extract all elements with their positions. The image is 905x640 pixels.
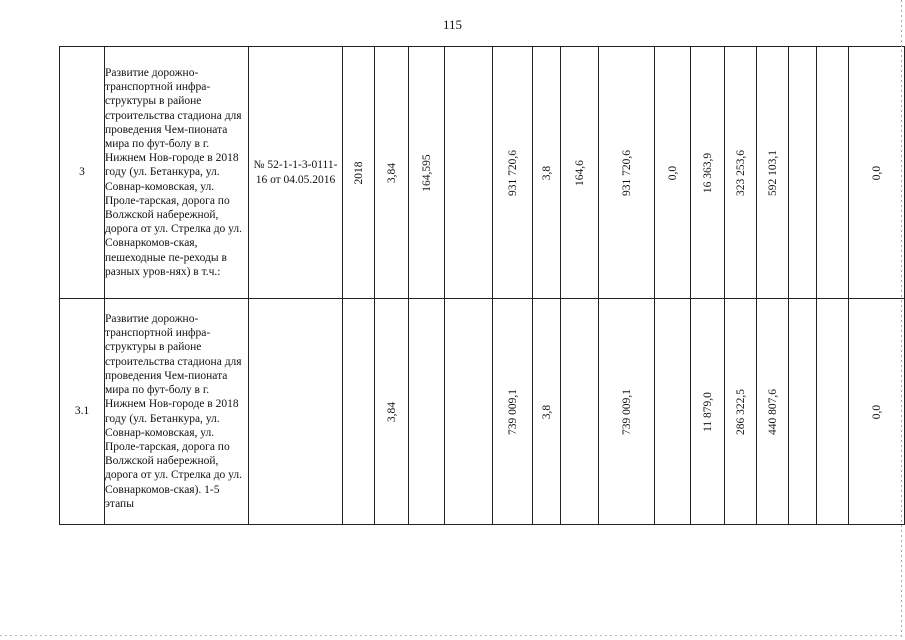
- value-cell: 3,84: [375, 47, 409, 299]
- value-cell: 440 807,6: [757, 299, 789, 525]
- table-row: [60, 299, 905, 525]
- value-cell: 323 253,6: [725, 47, 757, 299]
- document-reference: [249, 299, 343, 525]
- value-cell: 931 720,6: [493, 47, 533, 299]
- value-cell: [817, 47, 849, 299]
- value-cell: 16 363,9: [691, 47, 725, 299]
- row-number: 3: [60, 47, 105, 299]
- value-cell: [561, 299, 599, 525]
- value-cell: 592 103,1: [757, 47, 789, 299]
- value-cell: [789, 47, 817, 299]
- value-cell: 164,595: [409, 47, 445, 299]
- year-cell: [343, 299, 375, 525]
- row-description: Развитие дорожно-транспортной инфра-структуры в районе строительства стадиона для проведения Чем-пионата мира по фут-болу в г. Нижнем Нов-городе в 2018 году (ул. Бетанкура, ул. Совнар-комовская, ул. Проле-тарская, дорога по Волжской набережной, дорога от ул. Стрелка до ул. Совнаркомов-ская, пешеходные пе-реходы в разных уров-нях) в т.ч.:: [105, 47, 249, 299]
- value-cell: 739 009,1: [493, 299, 533, 525]
- year-cell: 2018: [343, 47, 375, 299]
- value-cell: [445, 47, 493, 299]
- value-cell: 0,0: [849, 47, 905, 299]
- value-cell: [655, 299, 691, 525]
- page-number: 115: [442, 17, 463, 32]
- row-number: 3.1: [60, 299, 105, 525]
- value-cell: 0,0: [655, 47, 691, 299]
- scan-edge-bottom: [0, 635, 905, 636]
- value-cell: 164,6: [561, 47, 599, 299]
- row-description: Развитие дорожно-транспортной инфра-структуры в районе строительства стадиона для проведения Чем-пионата мира по фут-болу в г. Нижнем Нов-городе в 2018 году (ул. Бетанкура, ул. Совнар-комовская, ул. Проле-тарская, дорога по Волжской набережной, дорога от ул. Стрелка до ул. Совнаркомов-ская). 1-5 этапы: [105, 299, 249, 525]
- data-table: [59, 46, 905, 525]
- value-cell: 11 879,0: [691, 299, 725, 525]
- value-cell: 286 322,5: [725, 299, 757, 525]
- scan-edge-right: [901, 0, 902, 640]
- value-cell: 931 720,6: [599, 47, 655, 299]
- value-cell: 3,8: [533, 299, 561, 525]
- value-cell: 3,8: [533, 47, 561, 299]
- value-cell: [817, 299, 849, 525]
- document-reference: № 52-1-1-3-0111-16 от 04.05.2016: [249, 47, 343, 299]
- value-cell: 3,84: [375, 299, 409, 525]
- table-row: [60, 47, 905, 299]
- value-cell: 0,0: [849, 299, 905, 525]
- value-cell: 739 009,1: [599, 299, 655, 525]
- value-cell: [445, 299, 493, 525]
- value-cell: [409, 299, 445, 525]
- value-cell: [789, 299, 817, 525]
